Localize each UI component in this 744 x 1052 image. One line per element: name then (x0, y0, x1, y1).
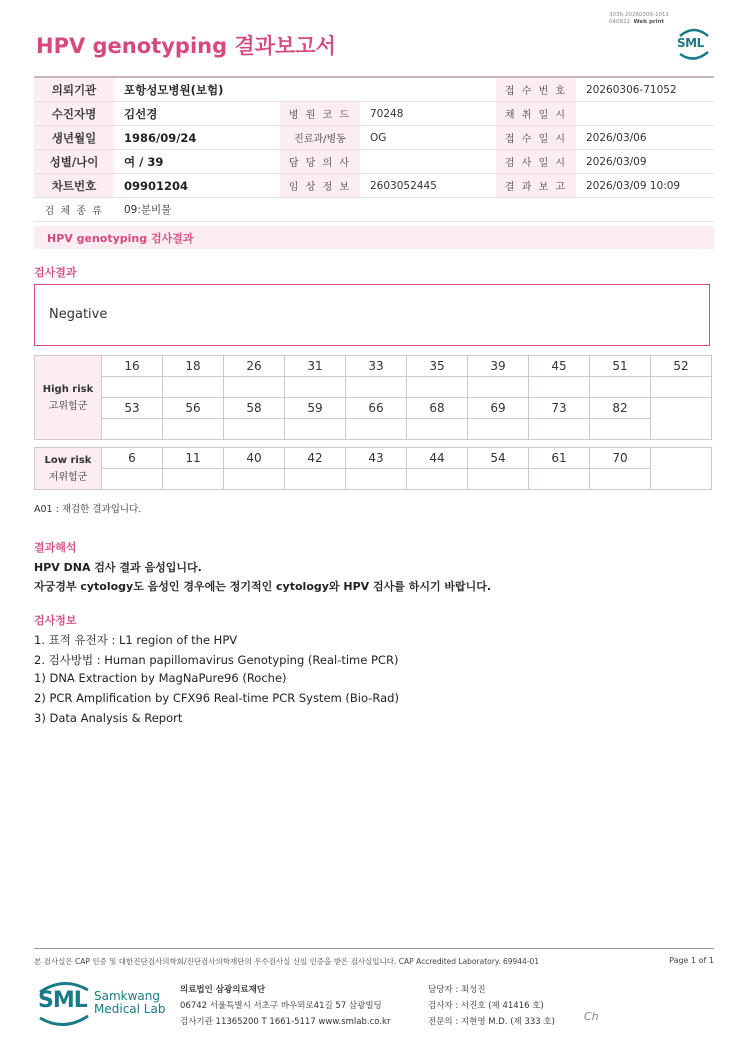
info-label: 수진자명 (34, 102, 114, 126)
web-print-label: Web print (633, 19, 665, 25)
low-risk-label-en: Low risk (44, 454, 92, 466)
genotype-cell: 82 (590, 398, 651, 419)
info-label: 검 사 일 시 (496, 150, 576, 174)
section-banner (34, 226, 714, 249)
genotype-cell: 53 (102, 398, 163, 419)
genotype-result (590, 469, 651, 490)
info-value: 20260306-71052 (576, 77, 714, 102)
info-value: 09901204 (114, 174, 280, 198)
genotype-result (285, 377, 346, 398)
test-info-line: 2) PCR Amplification by CFX96 Real-time PCR System (Bio-Rad) (34, 691, 399, 705)
genotype-result (346, 419, 407, 440)
org-address: 06742 서울특별시 서초구 바우뫼로41길 57 삼광빌딩 (180, 1001, 382, 1011)
banner-title: HPV genotyping 검사결과 (47, 232, 194, 245)
genotype-result (224, 469, 285, 490)
genotype-cell: 56 (163, 398, 224, 419)
org-name: 의료법인 삼광의료재단 (180, 985, 266, 995)
info-label: 진료과/병동 (280, 126, 360, 150)
info-label: 차트번호 (34, 174, 114, 198)
genotype-result (163, 419, 224, 440)
genotype-cell: 39 (468, 356, 529, 377)
info-value (576, 102, 714, 126)
genotype-cell: 43 (346, 448, 407, 469)
result-section-title: 검사결과 (34, 266, 77, 279)
info-row (34, 198, 714, 222)
logo-name-line2: Medical Lab (94, 1002, 166, 1016)
genotype-result (407, 377, 468, 398)
staff-line: 검사자 : 서진호 (제 41416 호) (428, 1001, 544, 1011)
genotype-cell: 61 (529, 448, 590, 469)
test-info-title: 검사정보 (34, 614, 77, 627)
signature: Ch (584, 1010, 599, 1023)
staff-info (428, 982, 555, 1030)
genotype-result (590, 419, 651, 440)
info-value: 2026/03/06 (576, 126, 714, 150)
genotype-cell: 52 (651, 356, 712, 377)
genotype-cell: 59 (285, 398, 346, 419)
info-label: 의뢰기관 (34, 77, 114, 102)
info-value: 2026/03/09 (576, 150, 714, 174)
low-risk-table (34, 447, 712, 490)
result-box (34, 284, 710, 346)
info-value: 70248 (360, 102, 496, 126)
genotype-cell: 16 (102, 356, 163, 377)
genotype-result (529, 419, 590, 440)
info-row (34, 126, 714, 150)
org-contact: 검사기관 11365200 T 1661-5117 www.smlab.co.kr (180, 1017, 391, 1027)
info-label: 검 체 종 류 (34, 198, 114, 222)
info-label: 병 원 코 드 (280, 102, 360, 126)
info-value: 2026/03/09 10:09 (576, 174, 714, 198)
report-title: HPV genotyping 결과보고서 (36, 34, 336, 58)
low-risk-label (35, 448, 102, 490)
genotype-result (285, 419, 346, 440)
info-value: 포항성모병원(보험) (114, 77, 496, 102)
interpretation-title: 결과해석 (34, 541, 77, 554)
info-row (34, 77, 714, 102)
genotype-result (407, 469, 468, 490)
genotype-result (163, 377, 224, 398)
logo-name-line1: Samkwang (94, 989, 160, 1003)
genotype-result (407, 419, 468, 440)
genotype-result (468, 469, 529, 490)
patient-info-table (34, 76, 714, 222)
genotype-result (346, 377, 407, 398)
genotype-result (102, 469, 163, 490)
interpretation-line: 자궁경부 cytology도 음성인 경우에는 정기적인 cytology와 HPV 검사를 하시기 바랍니다. (34, 580, 492, 593)
genotype-cell: 44 (407, 448, 468, 469)
genotype-cell: 33 (346, 356, 407, 377)
genotype-result (346, 469, 407, 490)
genotype-cell: 69 (468, 398, 529, 419)
print-code-line1: 3036-20260309-1011 (609, 12, 669, 18)
genotype-result (163, 469, 224, 490)
genotype-result (102, 419, 163, 440)
genotype-result (102, 377, 163, 398)
genotype-result (468, 377, 529, 398)
genotype-result (468, 419, 529, 440)
organization-info (180, 982, 390, 1030)
genotype-empty (651, 448, 712, 490)
genotype-cell: 70 (590, 448, 651, 469)
genotype-cell: 66 (346, 398, 407, 419)
genotype-result (529, 469, 590, 490)
high-risk-table (34, 355, 712, 440)
info-label: 결 과 보 고 (496, 174, 576, 198)
genotype-cell: 26 (224, 356, 285, 377)
genotype-cell: 73 (529, 398, 590, 419)
footer-divider (34, 948, 714, 949)
info-label: 접 수 일 시 (496, 126, 576, 150)
info-label: 채 취 일 시 (496, 102, 576, 126)
genotype-cell: 35 (407, 356, 468, 377)
genotype-result (224, 419, 285, 440)
genotype-cell: 40 (224, 448, 285, 469)
genotype-cell: 18 (163, 356, 224, 377)
genotype-result (590, 377, 651, 398)
info-row (34, 102, 714, 126)
logo-name (94, 990, 165, 1016)
info-label: 생년월일 (34, 126, 114, 150)
low-risk-label-ko: 저위험군 (48, 471, 88, 483)
footer-note: 본 검사실은 CAP 인증 및 대한진단검사의학회/진단검사의학재단의 우수검사실 신임 인증을 받은 검사실입니다. CAP Accredited Laboratory. 69944-01 (34, 957, 540, 966)
test-info-line: 1. 표적 유전자 : L1 region of the HPV (34, 633, 238, 647)
info-label: 성별/나이 (34, 150, 114, 174)
retest-note: A01 : 재검한 결과입니다. (34, 504, 142, 515)
genotype-result (224, 377, 285, 398)
genotype-cell: 45 (529, 356, 590, 377)
staff-line: 전문의 : 지현영 M.D. (제 333 호) (428, 1017, 555, 1027)
genotype-cell: 54 (468, 448, 529, 469)
genotype-cell: 58 (224, 398, 285, 419)
info-label: 담 당 의 사 (280, 150, 360, 174)
sml-logo-icon (674, 26, 714, 62)
info-value: 김선경 (114, 102, 280, 126)
genotype-cell: 51 (590, 356, 651, 377)
info-label: 임 상 정 보 (280, 174, 360, 198)
info-value: 여 / 39 (114, 150, 280, 174)
genotype-cell: 42 (285, 448, 346, 469)
print-code-line2: 040822 (609, 19, 631, 25)
logo-sml: SML (38, 988, 87, 1013)
test-info-line: 2. 검사방법 : Human papillomavirus Genotyping (Real-time PCR) (34, 653, 399, 667)
logo-text: SML (677, 36, 704, 50)
print-code (609, 12, 669, 26)
info-value: OG (360, 126, 496, 150)
high-risk-label (35, 356, 102, 440)
page-number: Page 1 of 1 (669, 956, 714, 965)
interpretation-line: HPV DNA 검사 결과 음성입니다. (34, 561, 202, 574)
info-row (34, 174, 714, 198)
genotype-result (285, 469, 346, 490)
test-info-line: 1) DNA Extraction by MagNaPure96 (Roche) (34, 671, 287, 685)
genotype-cell: 6 (102, 448, 163, 469)
staff-line: 담당자 : 최성진 (428, 985, 486, 995)
genotype-result (529, 377, 590, 398)
genotype-result (651, 377, 712, 398)
high-risk-label-en: High risk (42, 383, 94, 395)
result-value: Negative (49, 307, 108, 322)
genotype-cell: 68 (407, 398, 468, 419)
info-value: 1986/09/24 (114, 126, 280, 150)
samkwang-logo-icon (36, 980, 166, 1028)
info-label: 접 수 번 호 (496, 77, 576, 102)
genotype-cell: 31 (285, 356, 346, 377)
info-value (360, 150, 496, 174)
high-risk-label-ko: 고위험군 (48, 400, 88, 412)
info-value: 09:분비물 (114, 198, 714, 222)
info-value: 2603052445 (360, 174, 496, 198)
genotype-cell: 11 (163, 448, 224, 469)
genotype-empty (651, 398, 712, 440)
info-row (34, 150, 714, 174)
test-info-line: 3) Data Analysis & Report (34, 711, 183, 725)
